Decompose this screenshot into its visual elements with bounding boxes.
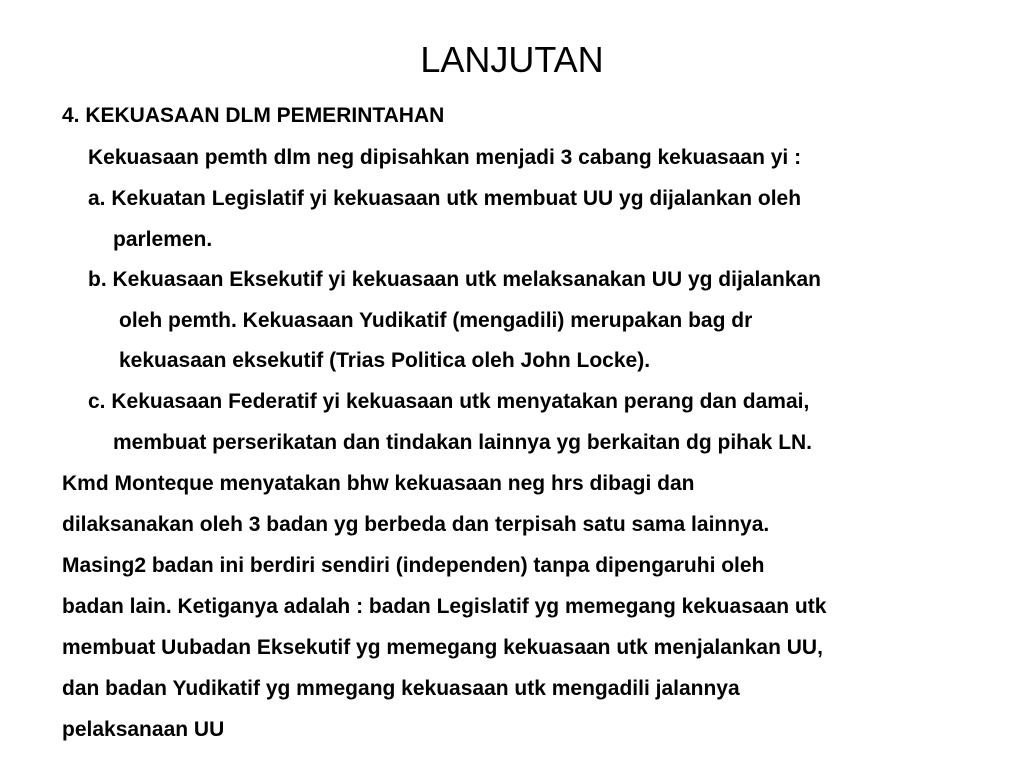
item-b-line: b. Kekuasaan Eksekutif yi kekuasaan utk melaksanakan UU yg dijalankan <box>88 268 822 291</box>
item-b-continued: kekuasaan eksekutif (Trias Politica oleh John Locke). <box>119 349 651 372</box>
paragraph-line: badan lain. Ketiganya adalah : badan Legislatif yg memegang kekuasaan utk <box>62 595 827 618</box>
intro-line: Kekuasaan pemth dlm neg dipisahkan menjadi 3 cabang kekuasaan yi : <box>88 146 802 169</box>
paragraph-line: pelaksanaan UU <box>62 718 225 741</box>
item-b-continued: oleh pemth. Kekuasaan Yudikatif (mengadili) merupakan bag dr <box>119 309 753 332</box>
paragraph-line: dilaksanakan oleh 3 badan yg berbeda dan terpisah satu sama lainnya. <box>62 513 770 536</box>
item-a-continued: parlemen. <box>113 228 213 251</box>
item-c-line: c. Kekuasaan Federatif yi kekuasaan utk menyatakan perang dan damai, <box>88 390 810 413</box>
item-a-line: a. Kekuatan Legislatif yi kekuasaan utk membuat UU yg dijalankan oleh <box>88 187 802 210</box>
paragraph-line: membuat Uubadan Eksekutif yg memegang kekuasaan utk menjalankan UU, <box>62 636 823 659</box>
paragraph-line: dan badan Yudikatif yg mmegang kekuasaan utk mengadili jalannya <box>62 677 740 700</box>
item-c-continued: membuat perserikatan dan tindakan lainnya yg berkaitan dg pihak LN. <box>113 431 813 454</box>
paragraph-line: Kmd Monteque menyatakan bhw kekuasaan neg hrs dibagi dan <box>62 472 695 495</box>
section-heading: 4. KEKUASAAN DLM PEMERINTAHAN <box>62 104 445 127</box>
slide-title: LANJUTAN <box>420 39 604 80</box>
paragraph-line: Masing2 badan ini berdiri sendiri (independen) tanpa dipengaruhi oleh <box>62 554 765 577</box>
